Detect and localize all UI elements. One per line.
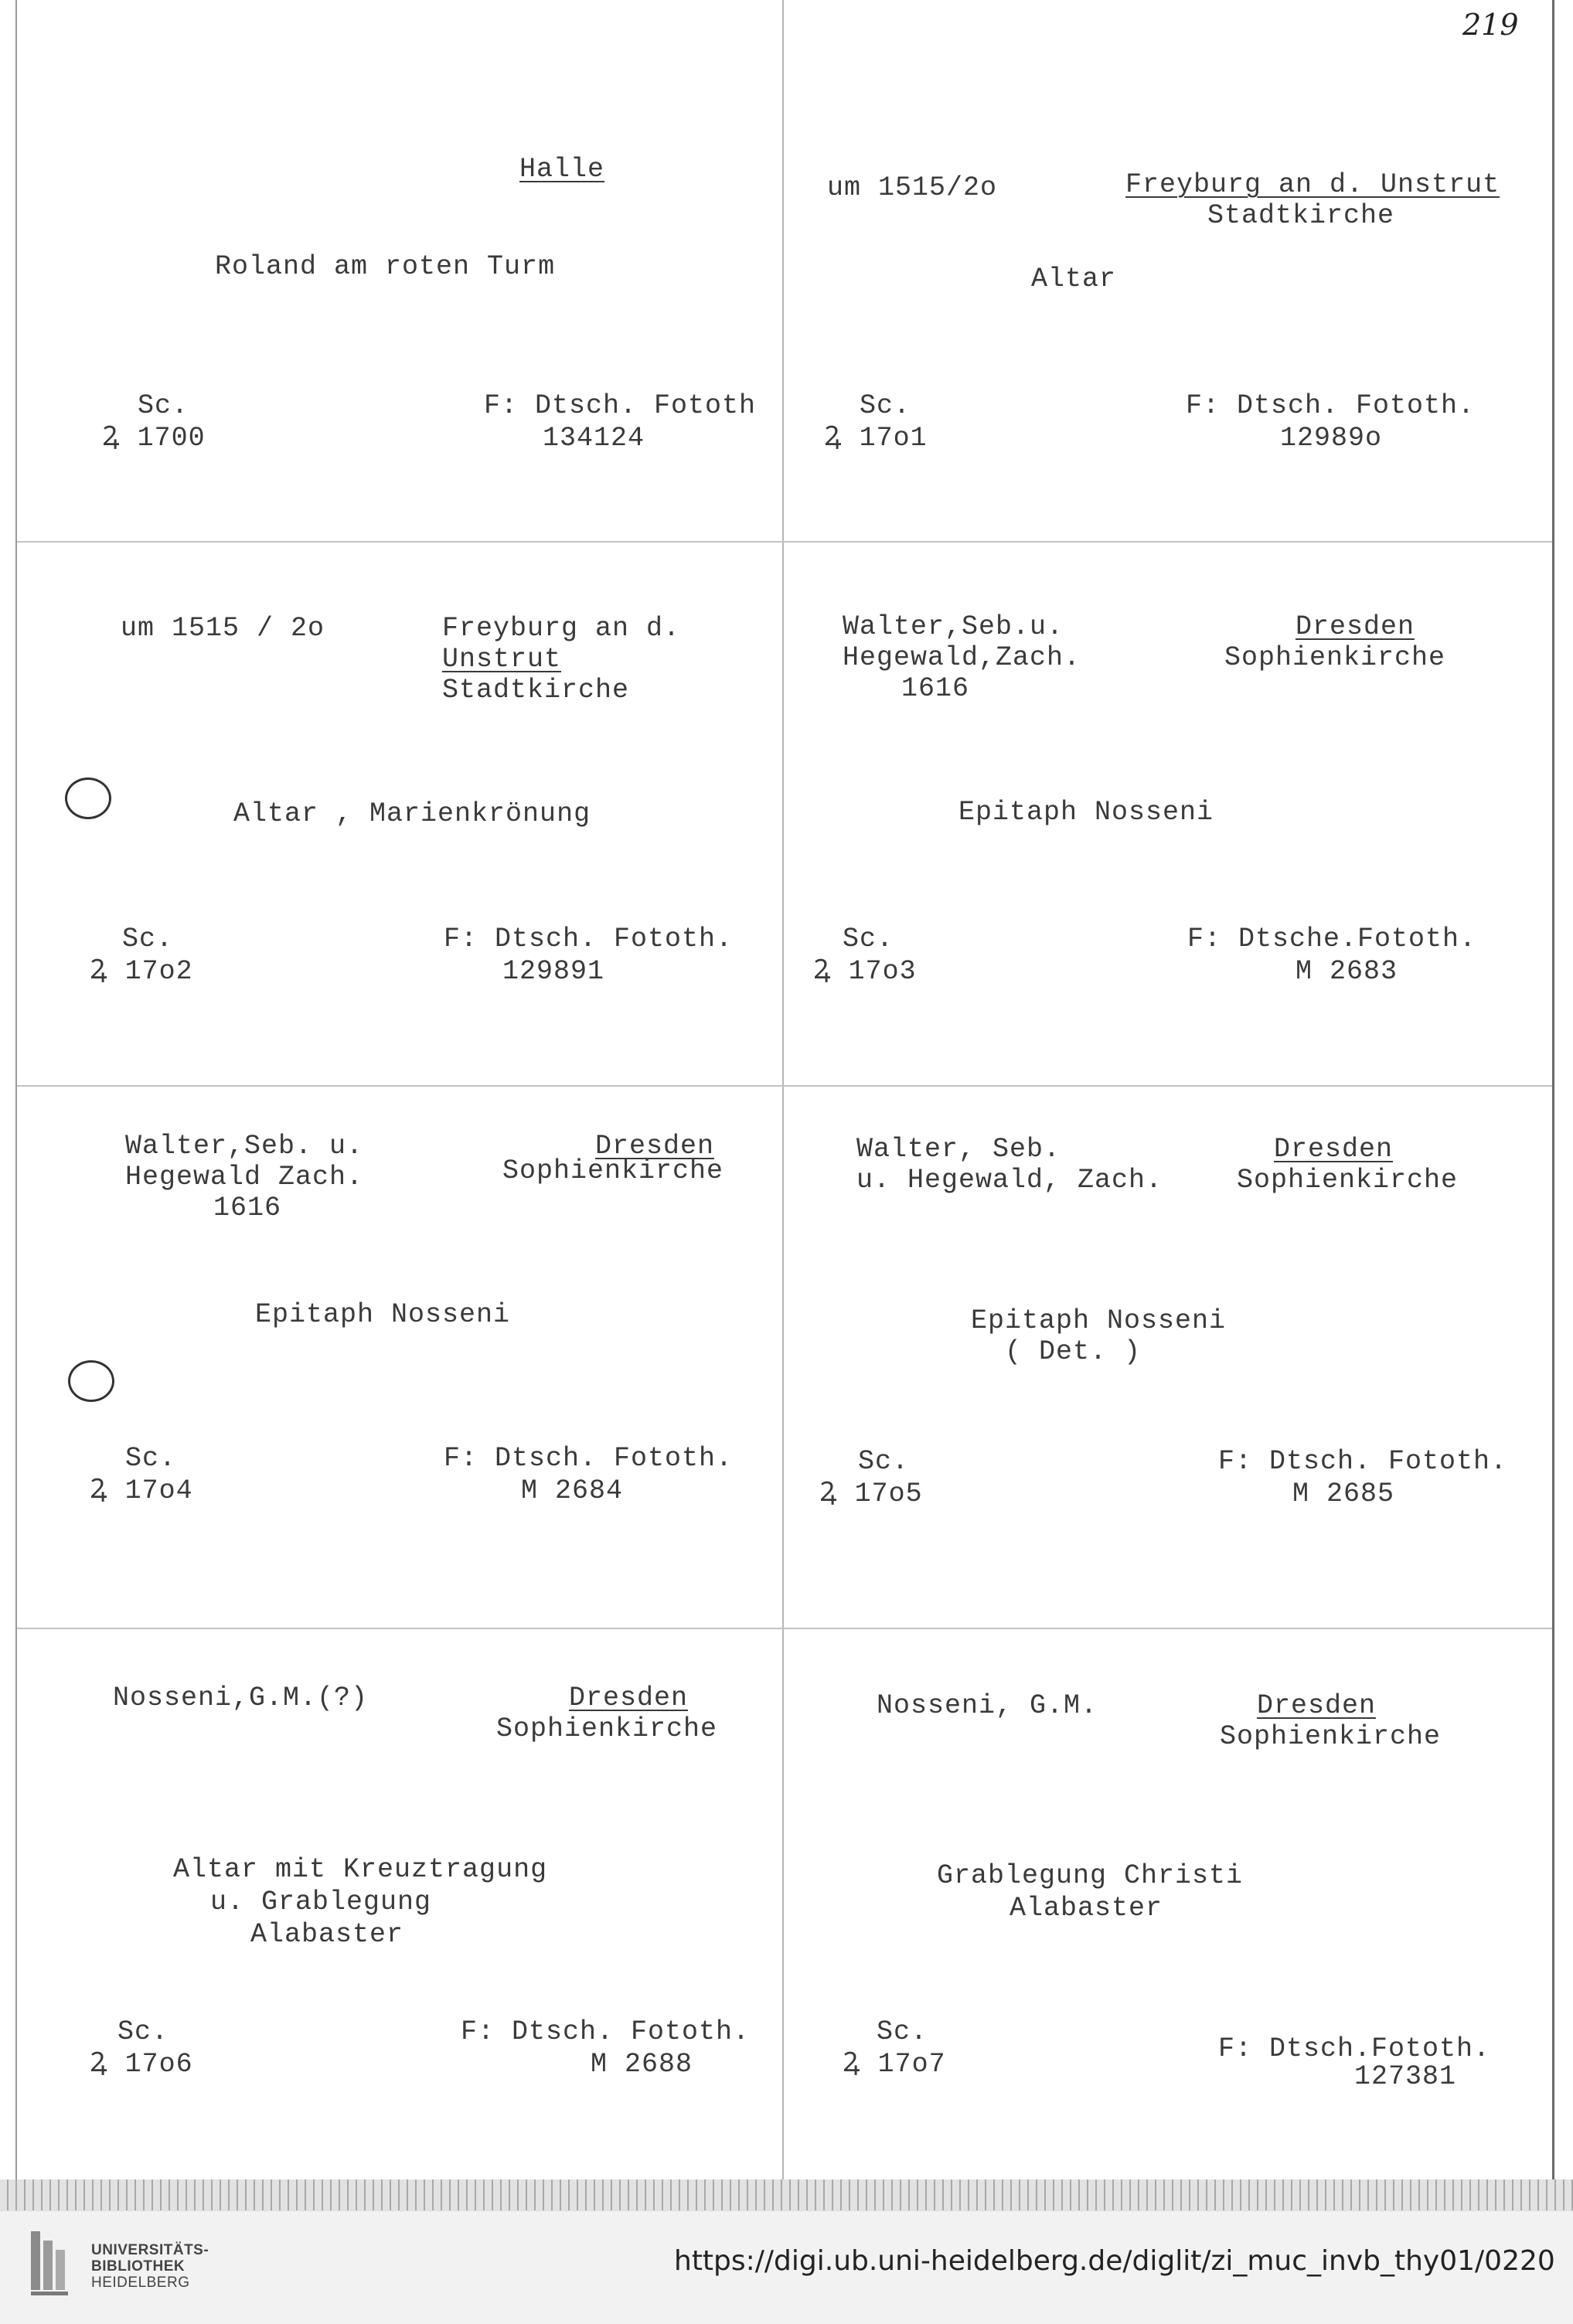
page-number: 219	[1462, 8, 1519, 42]
card-site: Sophienkirche	[1220, 1721, 1442, 1752]
call-prefix: Ꝝ	[824, 423, 843, 454]
row-divider	[17, 541, 1552, 543]
card-city: Freyburg an d. Unstrut	[1125, 169, 1500, 200]
card-artist: Walter,Seb. u.	[125, 1131, 364, 1162]
card-title: Altar , Marienkrönung	[233, 798, 591, 829]
card-site: Sophienkirche	[496, 1713, 718, 1744]
card-photo-number: 12989o	[1280, 423, 1383, 454]
viewer-footer	[0, 2210, 1573, 2324]
card-site: Sophienkirche	[502, 1155, 724, 1186]
sheet-right-edge	[1552, 0, 1554, 2210]
row-divider	[17, 1085, 1552, 1087]
card-class: Sc.	[860, 390, 911, 421]
logo-line: HEIDELBERG	[91, 2275, 190, 2291]
call-prefix: Ꝝ	[90, 1475, 108, 1506]
card-title: Grablegung Christi	[937, 1860, 1244, 1891]
card-title: Epitaph Nosseni	[971, 1305, 1227, 1336]
card-source: F: Dtsch. Fototh.	[444, 1443, 734, 1474]
card-call-number	[843, 2048, 946, 2081]
card-subtitle: ( Det. )	[1005, 1336, 1142, 1367]
call-prefix: Ꝝ	[90, 956, 108, 987]
university-library-logo-icon	[29, 2228, 74, 2298]
page-url-link[interactable]: https://digi.ub.uni-heidelberg.de/diglit/zi_muc_invb_thy01/0220	[674, 2245, 1555, 2277]
card-site: Stadtkirche	[1207, 200, 1395, 231]
call-number: 17o3	[848, 956, 917, 987]
card-artist: Nosseni, G.M.	[877, 1690, 1098, 1721]
card-photo-number: M 2685	[1292, 1478, 1395, 1509]
column-divider	[782, 0, 784, 2179]
card-year: 1616	[901, 673, 970, 704]
card-material: Alabaster	[250, 1919, 404, 1950]
call-number: 1700	[137, 423, 206, 454]
call-number: 17o7	[877, 2049, 946, 2080]
card-site: Stadtkirche	[442, 675, 630, 706]
card-class: Sc.	[125, 1443, 177, 1474]
punch-hole	[65, 778, 111, 819]
card-artist-continued: u. Hegewald, Zach.	[856, 1165, 1163, 1196]
card-source: F: Dtsch. Fototh.	[461, 2016, 751, 2047]
call-number: 17o5	[854, 1478, 923, 1509]
call-prefix: Ꝝ	[102, 423, 121, 454]
call-prefix: Ꝝ	[819, 1478, 838, 1509]
call-number: 17o4	[124, 1475, 193, 1506]
card-date: um 1515 / 2o	[121, 613, 325, 644]
card-city: Dresden	[1296, 611, 1415, 642]
card-source: F: Dtsche.Fototh.	[1187, 924, 1477, 954]
card-call-number	[819, 1478, 923, 1510]
scan-edge-strip	[0, 2179, 1573, 2210]
card-city: Dresden	[1257, 1690, 1377, 1721]
card-class: Sc.	[122, 924, 174, 954]
card-source: F: Dtsch. Fototh.	[1218, 1446, 1508, 1477]
punch-hole	[68, 1360, 114, 1402]
card-title: Epitaph Nosseni	[255, 1299, 511, 1330]
library-logo-text	[91, 2242, 209, 2291]
card-city: Dresden	[595, 1131, 715, 1162]
card-photo-number: 134124	[543, 423, 645, 454]
card-material: Alabaster	[1010, 1893, 1163, 1924]
card-artist-continued: Hegewald Zach.	[125, 1162, 364, 1193]
card-photo-number: M 2683	[1296, 956, 1398, 987]
card-source: F: Dtsch.Fototh.	[1218, 2033, 1491, 2064]
card-artist: Walter, Seb.	[856, 1134, 1061, 1165]
card-photo-number: 127381	[1354, 2061, 1457, 2092]
card-call-number	[90, 1475, 193, 1507]
card-city: Dresden	[569, 1683, 689, 1713]
card-artist-continued: Hegewald,Zach.	[843, 642, 1081, 673]
sheet-left-edge	[15, 0, 17, 2195]
card-call-number	[102, 422, 206, 454]
card-class: Sc.	[117, 2016, 169, 2047]
call-prefix: Ꝝ	[813, 956, 832, 987]
card-call-number	[824, 422, 928, 454]
card-photo-number: M 2688	[591, 2049, 693, 2080]
card-source: F: Dtsch. Fototh	[484, 390, 757, 421]
card-call-number	[90, 955, 193, 988]
call-number: 17o2	[124, 956, 193, 987]
call-prefix: Ꝝ	[90, 2049, 108, 2080]
card-title-continued: u. Grablegung	[210, 1887, 432, 1917]
card-photo-number: 129891	[502, 956, 605, 987]
call-prefix: Ꝝ	[843, 2049, 861, 2080]
card-city: Halle	[519, 154, 605, 185]
card-site: Sophienkirche	[1237, 1165, 1459, 1196]
card-site: Sophienkirche	[1224, 642, 1446, 673]
card-class: Sc.	[877, 2016, 928, 2047]
card-class: Sc.	[843, 924, 894, 954]
card-title: Epitaph Nosseni	[958, 797, 1214, 828]
call-number: 17o6	[124, 2049, 193, 2080]
card-call-number	[90, 2048, 193, 2081]
card-photo-number: M 2684	[521, 1475, 624, 1506]
card-date: um 1515/2o	[827, 172, 998, 203]
logo-line: UNIVERSITÄTS-	[91, 2242, 209, 2258]
card-city: Freyburg an d.	[442, 613, 681, 644]
call-number: 17o1	[859, 423, 928, 454]
card-source: F: Dtsch. Fototh.	[1186, 390, 1476, 421]
card-artist: Walter,Seb.u.	[843, 611, 1064, 642]
card-class: Sc.	[858, 1446, 910, 1477]
card-title: Altar mit Kreuztragung	[173, 1854, 548, 1885]
card-city-continued: Unstrut	[442, 644, 562, 675]
card-year: 1616	[213, 1193, 282, 1223]
card-artist: Nosseni,G.M.(?)	[113, 1683, 369, 1713]
card-call-number	[813, 955, 917, 988]
card-title: Altar	[1031, 264, 1117, 294]
card-city: Dresden	[1274, 1134, 1394, 1165]
logo-line: BIBLIOTHEK	[91, 2258, 186, 2275]
card-source: F: Dtsch. Fototh.	[444, 924, 734, 954]
card-title: Roland am roten Turm	[215, 251, 556, 282]
row-divider	[17, 1628, 1552, 1629]
card-class: Sc.	[138, 390, 189, 421]
